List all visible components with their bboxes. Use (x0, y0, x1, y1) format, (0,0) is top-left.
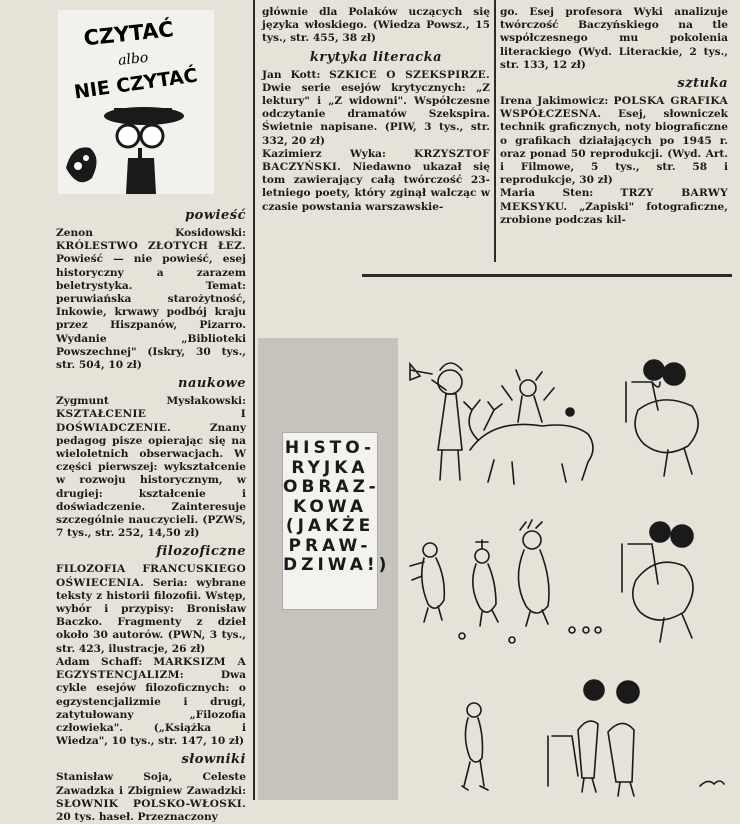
historyjka-line: RYJKA (291, 457, 369, 478)
historyjka-line: OBRAZ- (283, 477, 380, 497)
entry-title: FILOZOFIA FRANCUSKIEGO OŚWIECENIA. (56, 563, 246, 589)
entry-author: Irena Jakimowicz: (500, 95, 609, 108)
logo-line3: NIE CZYTAĆ (72, 64, 199, 104)
historyjka-line: DZIWA!) (283, 555, 391, 575)
entry-body: Niedawno ukazał się tom zawierający całą twórczość 23-letniego poety, który zginął walcząc w czasie powstania warszawskie- (262, 161, 490, 213)
entry-filozofia (56, 563, 246, 655)
logo-line1: CZYTAĆ (82, 17, 175, 51)
entry-author: Adam Schaff: (56, 655, 143, 668)
entry-body: Dwa cykle esejów filozoficznych: o egzystencjalizmie i drugi, zatytułowany „Filozofia człowieka". („Książka i Wiedza", 10 tys., str. 147, 10 zł) (56, 669, 246, 748)
entry-title: MARKSIZM A EGZYSTENCJALIZM: (56, 655, 246, 682)
column-right (500, 6, 728, 227)
cartoon-panel-3 (462, 680, 724, 796)
entry-body: głównie dla Polaków uczących się języka włoskiego. (Wiedza Powsz., 15 tys., str. 455, 38 zł) (262, 6, 490, 45)
entry-krolestwo (56, 227, 246, 372)
entry-title: KRÓLESTWO ZŁOTYCH ŁEZ. (56, 240, 246, 253)
entry-title: POLSKA GRAFIKA WSPÓŁCZESNA. (500, 95, 728, 121)
entry-author: Stanisław Soja, Celeste Zawadzka i Zbigniew Zawadzki: (56, 771, 246, 797)
entry-title: SZKICE O SZEKSPIRZE. (329, 68, 490, 81)
entry-body: „Zapiski" fotograficzne, zrobione podczas kil- (500, 200, 728, 226)
entry-title: KRZYSZTOF BACZYŃSKI. (262, 147, 490, 174)
historyjka-title (282, 432, 391, 610)
entry-body: Dwie serie esejów krytycznych: „Z lektury" i „Z widowni". Współczesne odczytanie dramatów Szekspira. Świetnie napisane. (PIW, 3 tys., str. 332, 20 zł) (262, 81, 490, 147)
entry-body: Znany pedagog pisze opierając się na wieloletnich obserwacjach. W części pierwszej: wykształcenie w rozwoju historycznym, w drugiej: kształcenie i doświadczenie. Zainteresuje szczególnie nauczycieli. (PZWS, 7 tys., str. 252, 14,50 zł) (56, 421, 246, 540)
historyjka-line: (JAKŻE (285, 516, 375, 536)
entry-body: 20 tys. haseł. Przeznaczony (56, 810, 218, 823)
column-rule-2 (494, 0, 496, 262)
column-left (56, 204, 246, 824)
entry-author: Kazimierz Wyka: (262, 147, 386, 160)
historyjka-line: PRAW- (288, 535, 372, 556)
entry-marksizm (56, 656, 246, 748)
section-powiesc: powieść (185, 208, 246, 223)
entry-author: Zenon Kosidowski: (56, 227, 246, 239)
entry-baczynski (262, 148, 490, 214)
entry-title: TRZY BARWY MEKSYKU. (500, 187, 728, 213)
entry-title: KSZTAŁCENIE I DOŚWIADCZENIE. (56, 408, 246, 434)
section-sztuka: sztuka (677, 76, 728, 92)
entry-body: Seria: wybrane teksty z historii filozofii. Wstęp, wybór i przypisy: Bronisław Baczko. Fragmenty z dzieł około 30 autorów. (PWN, 3 tys., str. 423, ilustracje, 26 zł) (56, 576, 247, 655)
entry-szkice (262, 69, 490, 148)
czytac-logo-illustration (56, 8, 216, 196)
horizontal-rule (362, 274, 732, 277)
entry-continuation (500, 6, 728, 72)
entry-body: Powieść — nie powieść, esej historyczny a zarazem beletrystyka. Temat: peruwiańska starożytność, Inkowie, krwawy podbój kraju przez Hiszpanów, Pizarro. Wydanie „Biblioteki Powszechnej" (Iskry, 30 tys., str. 504, 10 zł) (56, 253, 246, 372)
entry-author: Jan Kott: (262, 68, 321, 81)
section-krytyka-literacka: krytyka literacka (309, 49, 443, 65)
entry-ksztalcenie (56, 395, 246, 540)
section-naukowe: naukowe (178, 376, 246, 392)
column-middle (262, 6, 490, 214)
column-rule-1 (253, 0, 255, 800)
entry-slownik (56, 771, 246, 824)
cartoon-panel-1 (410, 360, 698, 484)
entry-meksyk (500, 187, 728, 227)
cartoon-panel-2 (410, 520, 693, 643)
entry-author: Maria Sten: (500, 187, 594, 200)
entry-body: Esej, słowniczek technik graficznych, noty biograficzne o grafikach działających po 1945 r. oraz ponad 50 reprodukcji. (Wyd. Art. i Filmowe, 5 tys., str. 58 i reprodukcje, 30 zł) (500, 108, 728, 187)
entry-author: Zygmunt Mysłakowski: (56, 395, 246, 408)
entry-continuation (262, 6, 490, 46)
section-slowniki: słowniki (181, 752, 246, 768)
cartoon-strip-illustration (402, 330, 732, 800)
entry-grafika (500, 95, 728, 187)
historyjka-line: HISTO- (284, 438, 376, 458)
entry-title: SŁOWNIK POLSKO-WŁOSKI. (56, 797, 246, 810)
logo-line2: albo (117, 49, 150, 69)
section-filozoficzne: filozoficzne (156, 544, 246, 560)
entry-body: go. Esej profesora Wyki analizuje twórczość Baczyńskiego na tle współczesnego mu pokolenia literackiego (Wyd. Literackie, 2 tys., str. 133, 12 zł) (500, 6, 728, 71)
historyjka-line: KOWA (292, 496, 367, 517)
